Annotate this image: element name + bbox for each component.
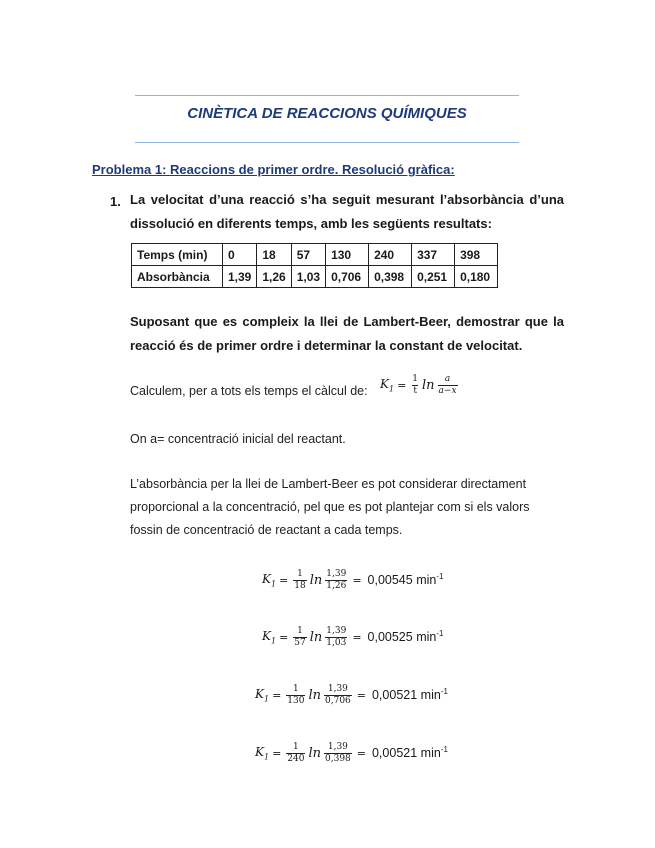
task-line-2: reacció és de primer ordre i determinar la constant de velocitat. (130, 338, 523, 353)
eq-time: 18 (294, 580, 306, 591)
eq-at: 0,706 (325, 695, 351, 706)
fraction (438, 374, 458, 397)
eq-result: 0,00521 (371, 746, 418, 761)
table-cell: 0,398 (369, 266, 412, 288)
eq-unit: min (420, 746, 441, 761)
explanation-line-1: L’absorbància per la llei de Lambert-Beer es pot considerar directament (130, 477, 527, 491)
fraction (411, 374, 419, 397)
explanation-line-3: fossin de concentració de reactant a cada temps. (130, 523, 403, 537)
question-line-1: La velocitat d’una reacció s’ha seguit mesurant l’absorbància d’una (130, 192, 564, 207)
table-cell: 57 (291, 244, 325, 266)
table-cell: 240 (369, 244, 412, 266)
eq-at: 1,26 (326, 580, 347, 591)
eq-unit: min (416, 573, 437, 588)
table-cell: Absorbància (132, 266, 223, 288)
equation-2: $K_1$ = $\frac{1}{57}$ ln $\frac{1,39}{1,03}$ = 0,00525 $\min^{-1}$ (262, 625, 444, 648)
table-cell: 1,26 (257, 266, 291, 288)
eq-unit: min (420, 688, 441, 703)
eq-time: 130 (287, 695, 305, 706)
table-cell: 398 (455, 244, 498, 266)
eq-exp: -1 (440, 745, 448, 755)
eq-exp: -1 (440, 687, 448, 697)
eq-result: 0,00521 (371, 688, 418, 703)
eq-result: 0,00525 (367, 630, 413, 645)
item-number: 1. (110, 194, 121, 209)
eq-exp: -1 (436, 572, 444, 582)
formula-k-sub: 1 (388, 384, 395, 394)
eq-exp: -1 (436, 629, 444, 639)
table-cell: Temps (min) (132, 244, 223, 266)
task-line-1: Suposant que es compleix la llei de Lambert-Beer, demostrar que la (130, 314, 564, 329)
table-cell: 0,251 (412, 266, 455, 288)
eq-time: 240 (287, 753, 305, 764)
table-row (132, 244, 498, 266)
eq-unit: min (416, 630, 437, 645)
table-cell: 1,03 (291, 266, 325, 288)
task-paragraph (130, 310, 564, 358)
fraction-num: 1 (412, 374, 419, 384)
question-line-2: dissolució en diferents temps, amb les següents resultats: (130, 216, 492, 231)
general-formula: $K_1$ = $\frac{1}{t}$ ln $\frac{a}{a-x}$ (380, 374, 457, 396)
data-table (131, 243, 498, 288)
table-cell: 1,39 (223, 266, 257, 288)
fraction-num: a (444, 374, 451, 384)
equation-1: $K_1$ = $\frac{1}{18}$ ln $\frac{1,39}{1,26}$ = 0,00545 $\min^{-1}$ (262, 568, 444, 591)
eq-at: 1,03 (326, 637, 347, 648)
explanation-line-2: proporcional a la concentració, pel que es pot plantejar com si els valors (130, 500, 530, 514)
table-cell: 130 (326, 244, 369, 266)
table-row (132, 266, 498, 288)
question-paragraph (130, 188, 564, 236)
equation-4: $K_1$ = $\frac{1}{240}$ ln $\frac{1,39}{0,398}$ = 0,00521 $\min^{-1}$ (255, 741, 448, 764)
fraction-den: a−x (438, 386, 457, 396)
title-rule-bottom (135, 142, 519, 143)
table-cell: 0,706 (326, 266, 369, 288)
section-heading: Problema 1: Reaccions de primer ordre. Resolució gràfica: (92, 162, 455, 177)
table-cell: 18 (257, 244, 291, 266)
table-cell: 337 (412, 244, 455, 266)
eq-a0: 1,39 (327, 741, 348, 752)
table-cell: 0 (223, 244, 257, 266)
calc-intro: Calculem, per a tots els temps el càlcul de: (130, 384, 368, 398)
eq-a0: 1,39 (326, 625, 347, 636)
eq-a0: 1,39 (327, 683, 348, 694)
eq-a0: 1,39 (326, 568, 347, 579)
fraction-den: t (413, 386, 417, 396)
title-rule-top (135, 95, 519, 96)
eq-time: 57 (294, 637, 306, 648)
formula-k: K (380, 377, 389, 392)
note-text: On a= concentració inicial del reactant. (130, 432, 346, 446)
explanation-paragraph (130, 473, 530, 542)
ln-symbol: ln (422, 378, 435, 393)
page-title: CINÈTICA DE REACCIONS QUÍMIQUES (187, 105, 467, 122)
eq-result: 0,00545 (367, 573, 413, 588)
table-cell: 0,180 (455, 266, 498, 288)
eq-at: 0,398 (325, 753, 351, 764)
equation-3: $K_1$ = $\frac{1}{130}$ ln $\frac{1,39}{0,706}$ = 0,00521 $\min^{-1}$ (255, 683, 448, 706)
